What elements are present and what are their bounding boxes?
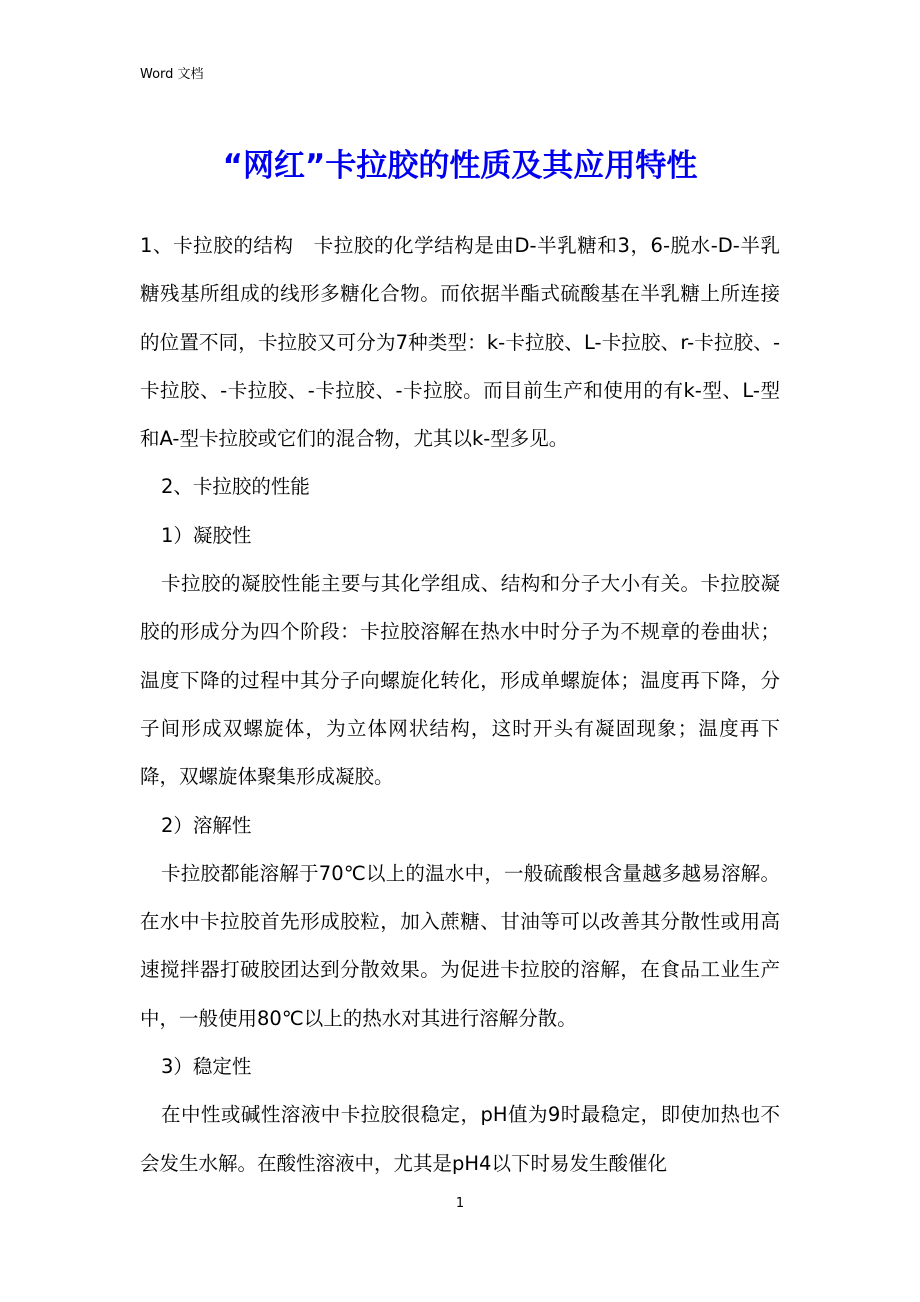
paragraph-stability: 在中性或碱性溶液中卡拉胶很稳定，pH值为9时最稳定，即使加热也不会发生水解。在酸性溶液中，尤其是pH4以下时易发生酸催化: [140, 1103, 780, 1175]
document-body: [140, 222, 780, 1188]
paragraph-gelling: 卡拉胶的凝胶性能主要与其化学组成、结构和分子大小有关。卡拉胶凝胶的形成分为四个阶段：卡拉胶溶解在热水中时分子为不规章的卷曲状；温度下降的过程中其分子向螺旋化转化，形成单螺旋体；温度再下降，分子间形成双螺旋体，为立体网状结构，这时开头有凝固现象；温度再下降，双螺旋体聚集形成凝胶。: [140, 572, 780, 789]
paragraph-structure: 1、卡拉胶的结构 卡拉胶的化学结构是由D-半乳糖和3，6-脱水-D-半乳糖残基所组成的线形多糖化合物。而依据半酯式硫酸基在半乳糖上所连接的位置不同，卡拉胶又可分为7种类型：k-卡拉胶、L-卡拉胶、r-卡拉胶、-卡拉胶、-卡拉胶、-卡拉胶、-卡拉胶。而目前生产和使用的有k-型、L-型和A-型卡拉胶或它们的混合物，尤其以k-型多见。: [140, 234, 780, 451]
subheading-stability: 3）稳定性: [161, 1055, 252, 1079]
subheading-solubility: 2）溶解性: [161, 813, 252, 837]
page-number: 1: [455, 1196, 465, 1211]
page-header: Word 文档: [140, 67, 204, 82]
section-heading-properties: 2、卡拉胶的性能: [161, 475, 310, 499]
paragraph-solubility: 卡拉胶都能溶解于70℃以上的温水中，一般硫酸根含量越多越易溶解。在水中卡拉胶首先形成胶粒，加入蔗糖、甘油等可以改善其分散性或用高速搅拌器打破胶团达到分散效果。为促进卡拉胶的溶解，在食品工业生产中，一般使用80℃以上的热水对其进行溶解分散。: [140, 861, 780, 1030]
subheading-gelling: 1）凝胶性: [161, 523, 252, 547]
document-title: “网红”卡拉胶的性质及其应用特性: [222, 148, 698, 184]
